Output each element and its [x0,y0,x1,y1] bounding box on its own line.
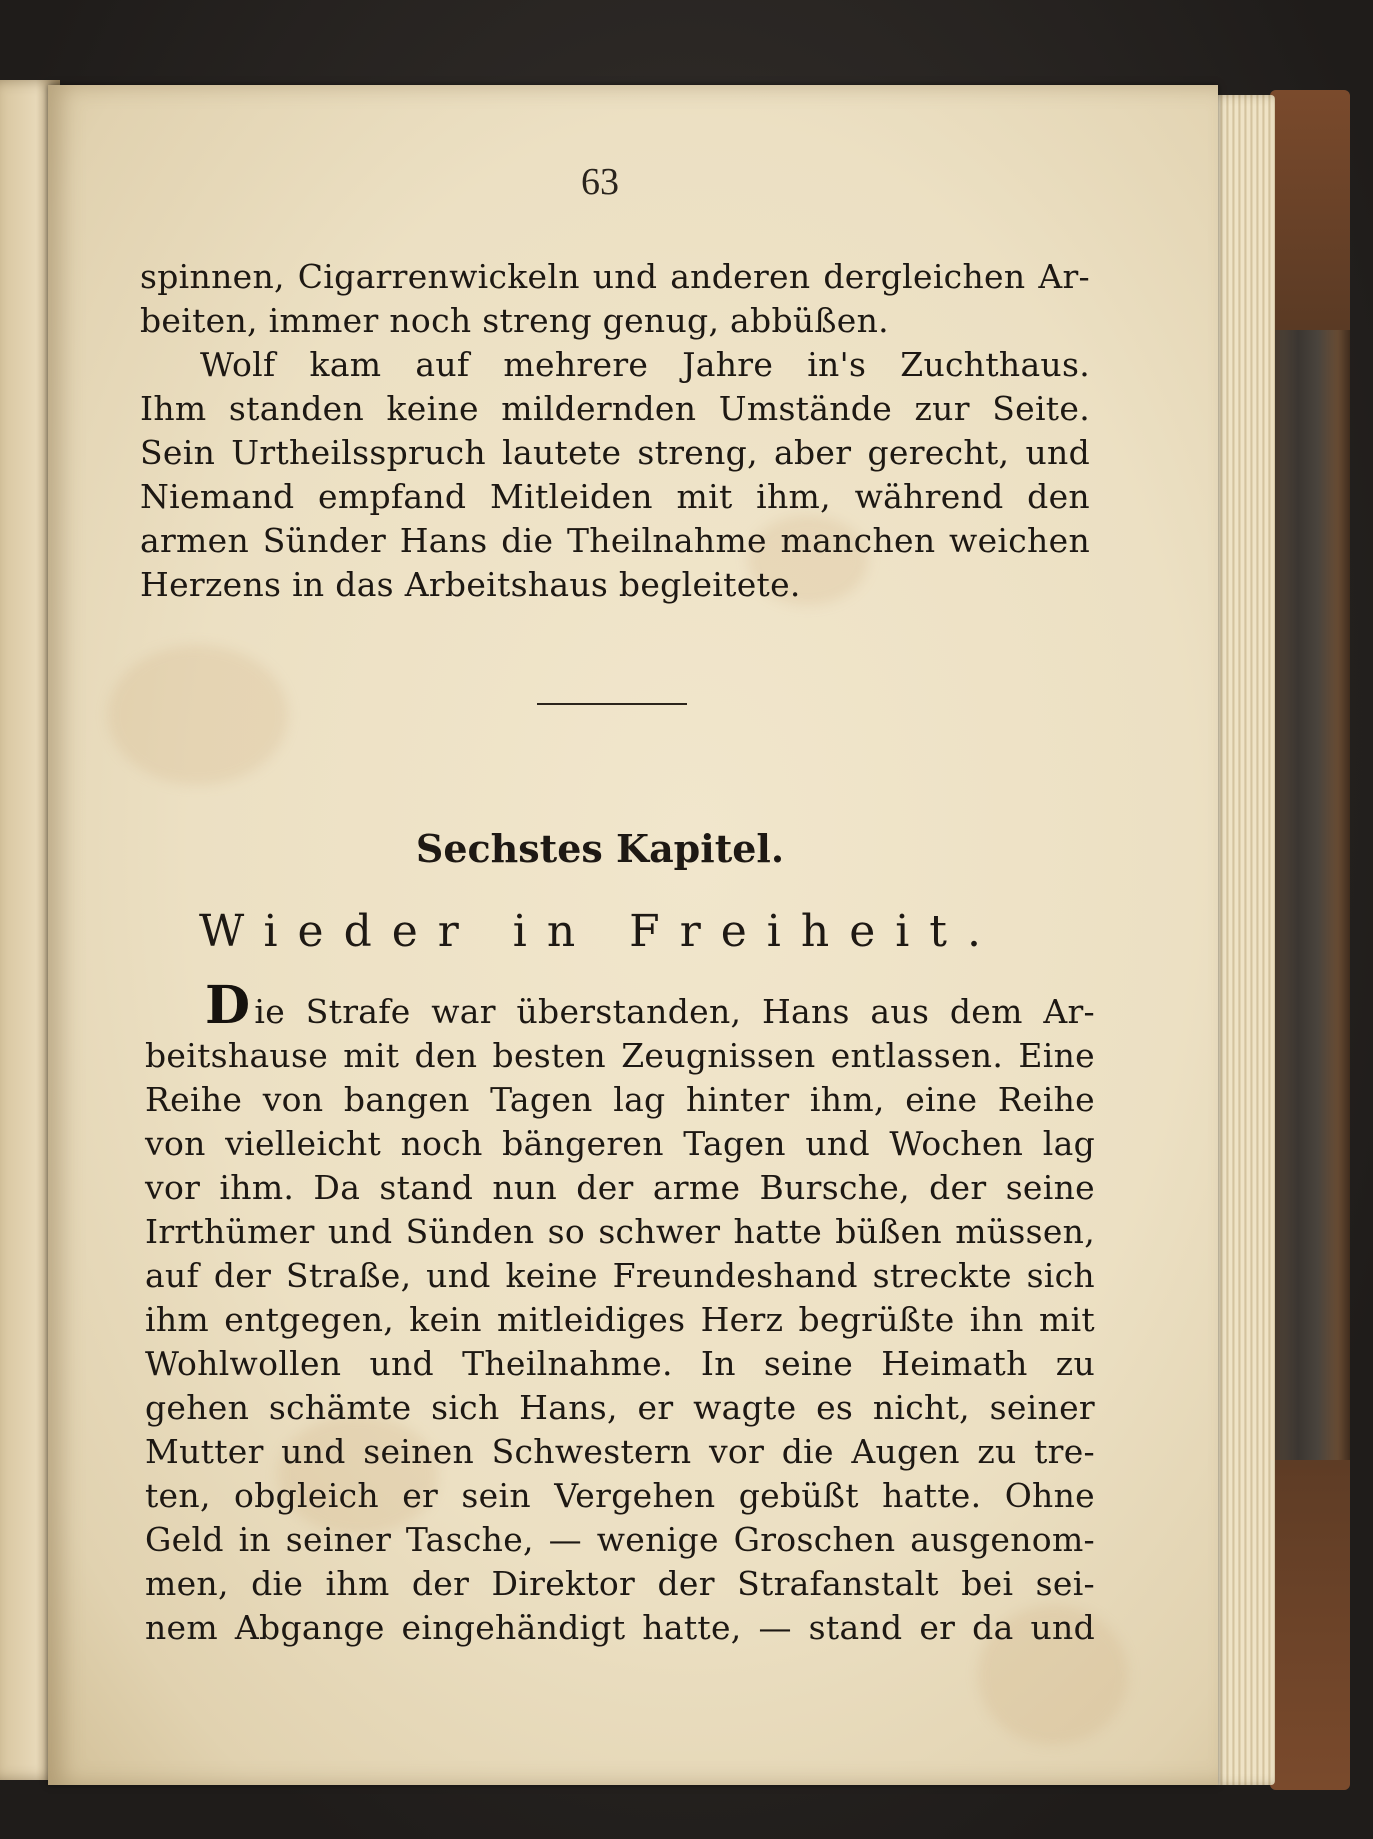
text-line: Mutter und seinen Schwestern vor die Augen zu tre- [145,1432,1095,1471]
paper-stain [108,645,288,785]
text-line: Sein Urtheilsspruch lautete streng, aber gerecht, und [140,433,1090,472]
text-line: ten, obgleich er sein Vergehen gebüßt hatte. Ohne [145,1476,1095,1515]
text-line: Herzens in das Arbeitshaus begleitete. [140,565,801,604]
text-line: Geld in seiner Tasche, — wenige Groschen ausgenom- [145,1520,1095,1559]
text-line: men, die ihm der Direktor der Strafanstalt bei sei- [145,1564,1095,1603]
chapter-number: Sechstes Kapitel. [415,826,785,871]
page-number: 63 [581,161,619,203]
text-line: Wolf kam auf mehrere Jahre in's Zuchthaus. [200,345,1090,384]
text-line: Reihe von bangen Tagen lag hinter ihm, eine Reihe [145,1080,1095,1119]
text-line: nem Abgange eingehändigt hatte, — stand er da und [145,1608,1095,1647]
text-line: vor ihm. Da stand nun der arme Bursche, der seine [145,1168,1095,1207]
text-line: Niemand empfand Mitleiden mit ihm, während den [140,477,1090,516]
text-line: spinnen, Cigarrenwickeln und anderen dergleichen Ar- [140,257,1090,296]
cover-leather-bottom [1270,1460,1350,1790]
text-line: gehen schämte sich Hans, er wagte es nicht, seiner [145,1388,1095,1427]
text-line: armen Sünder Hans die Theilnahme manchen weichen [140,521,1090,560]
text-line: Ihm standen keine mildernden Umstände zur Seite. [140,389,1090,428]
section-divider [537,703,687,705]
chapter-title: Wieder in Freiheit. [199,906,1001,957]
text-line: von vielleicht noch bängeren Tagen und Wochen lag [145,1124,1095,1163]
book-cover [1270,90,1350,1790]
text-line: beiten, immer noch streng genug, abbüßen. [140,301,889,340]
drop-cap: D [205,975,251,1036]
text-line: Irrthümer und Sünden so schwer hatte büßen müssen, [145,1212,1095,1251]
paragraph-continuation [140,255,1090,343]
text-line-first [145,975,1095,1036]
text-line: ie Strafe war überstanden, Hans aus dem Ar- [254,992,1095,1031]
paragraph-chapter-start [145,975,1095,1650]
text-line: beitshause mit den besten Zeugnissen entlassen. Eine [145,1036,1095,1075]
text-line: ihm entgegen, kein mitleidiges Herz begrüßte ihn mit [145,1300,1095,1339]
text-line: Wohlwollen und Theilnahme. In seine Heimath zu [145,1344,1095,1383]
text-line: auf der Straße, und keine Freundeshand streckte sich [145,1256,1095,1295]
cover-leather-top [1270,90,1350,330]
paragraph-wolf [140,343,1090,607]
